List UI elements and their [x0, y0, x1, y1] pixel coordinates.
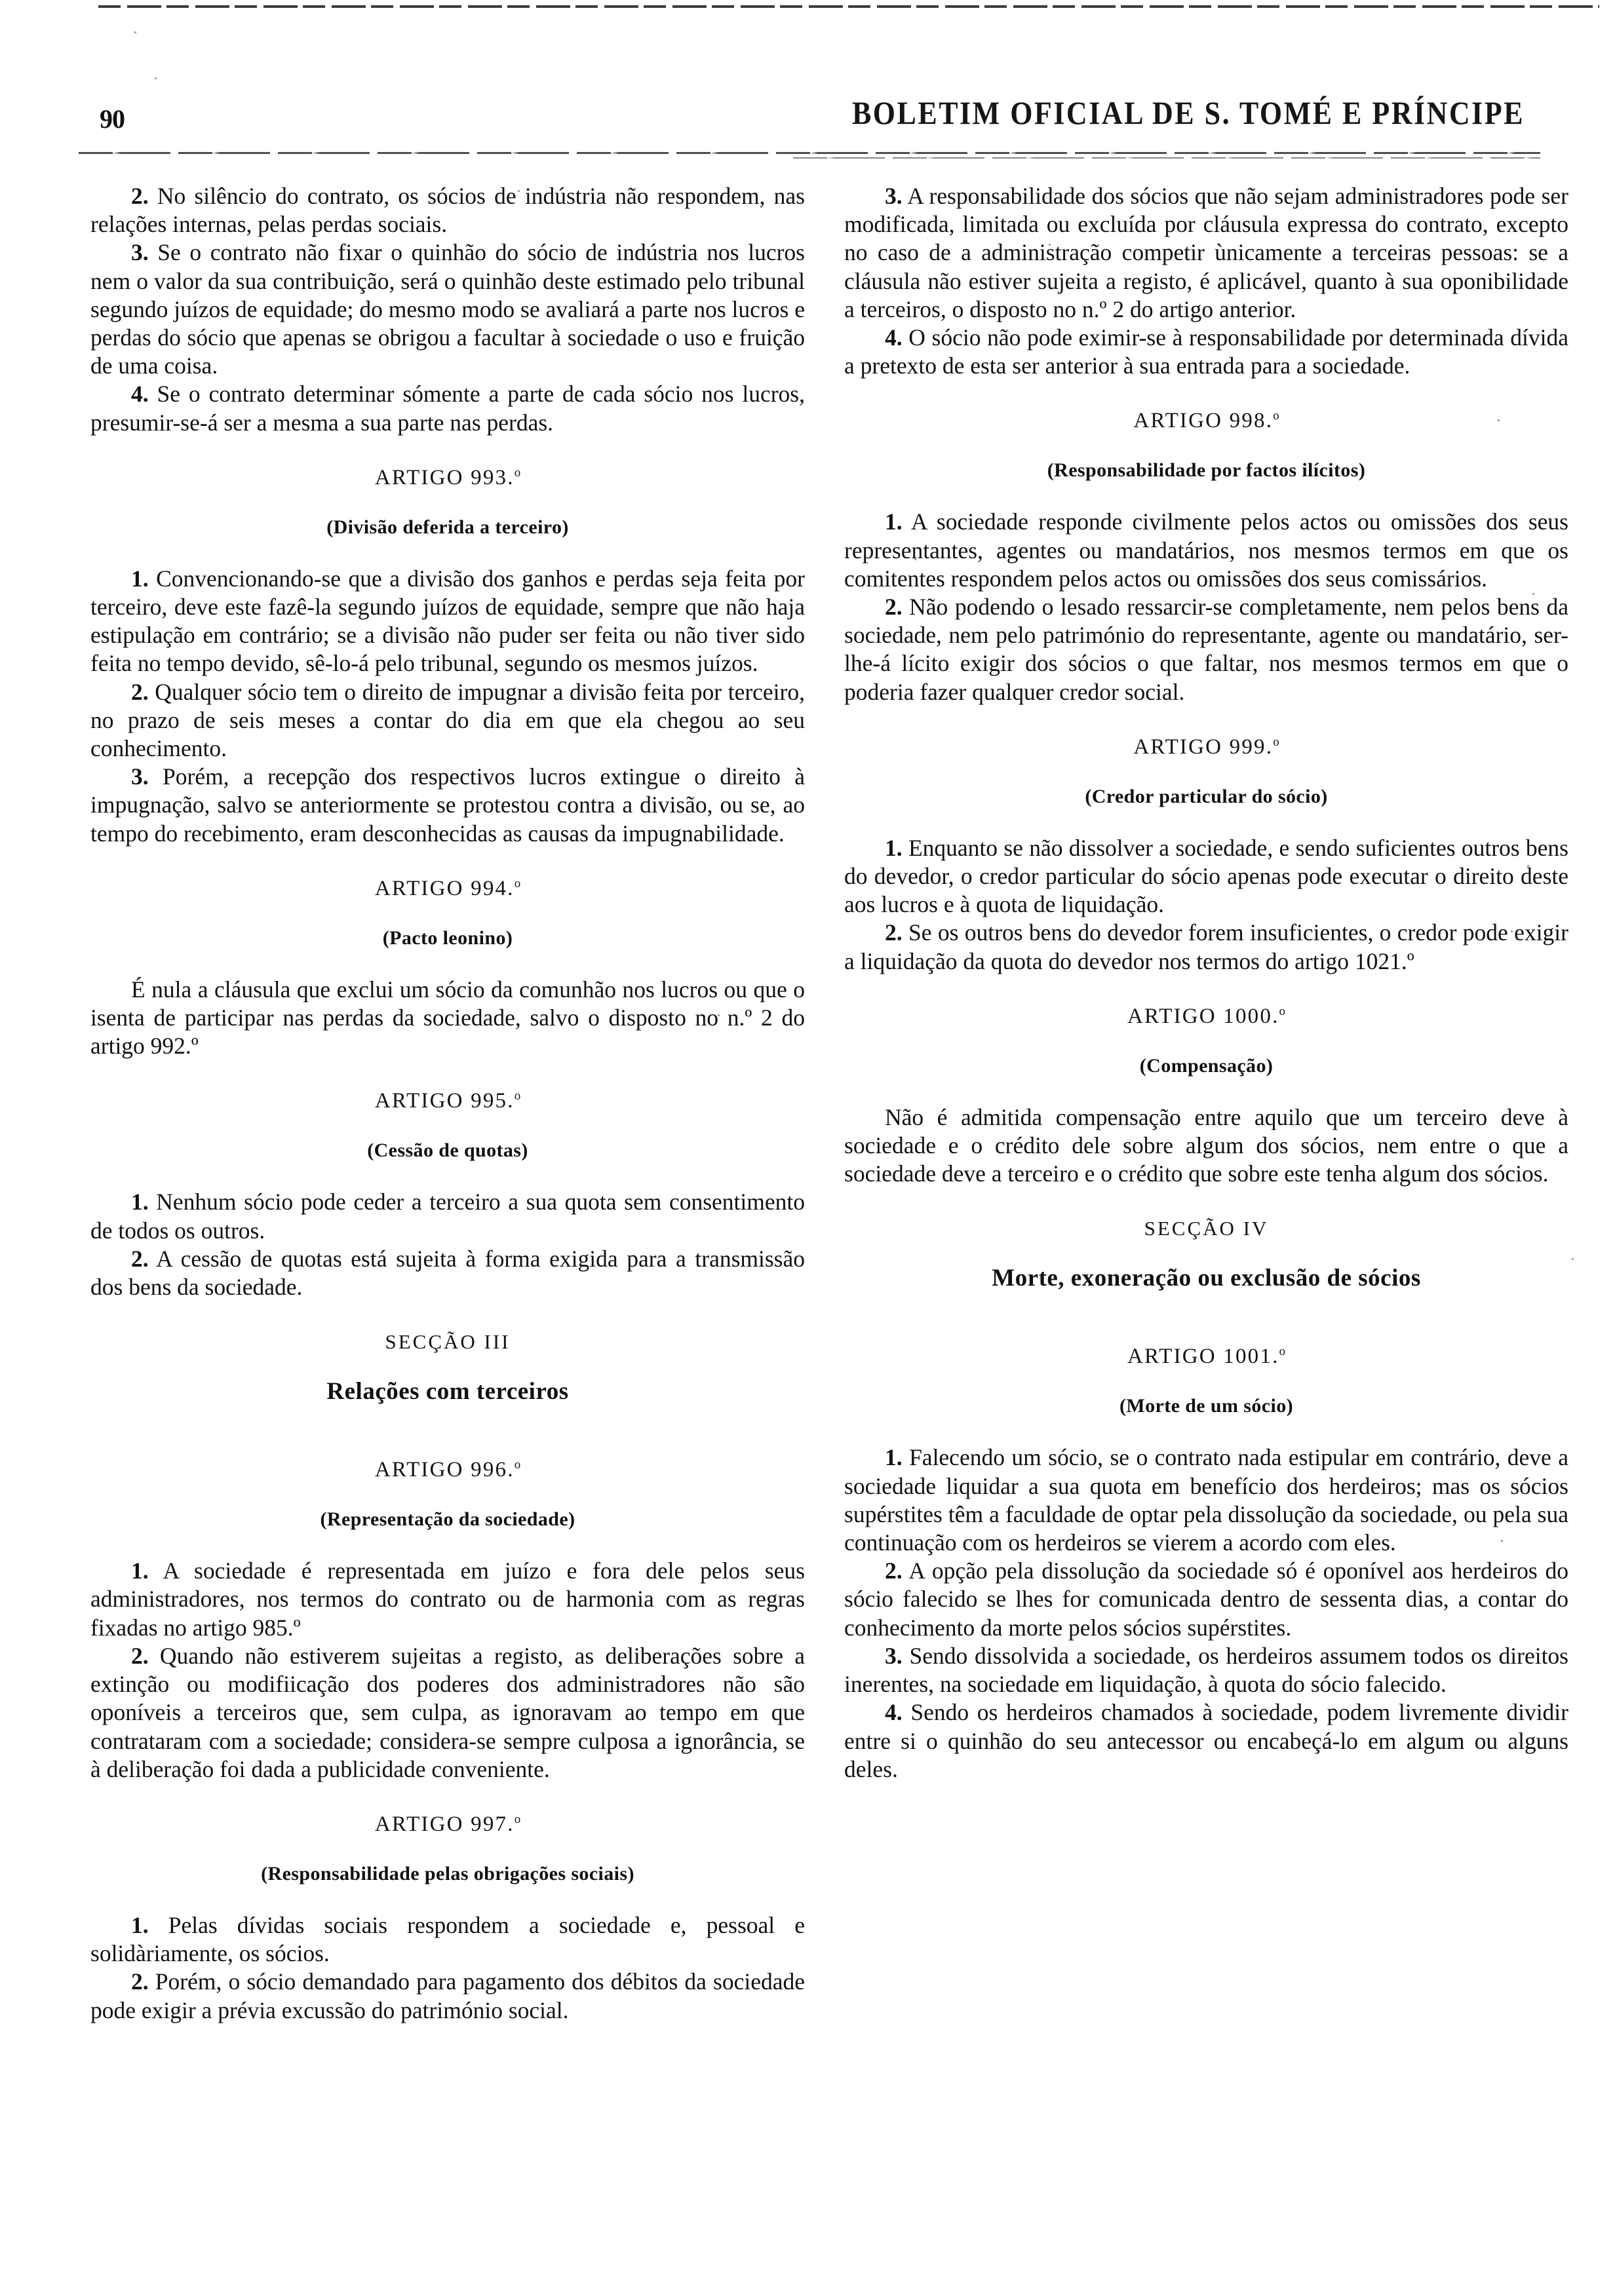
- body-paragraph: 2. Porém, o sócio demandado para pagamento dos débitos da sociedade pode exigir a prévia excussão do património social.: [90, 1968, 805, 2023]
- paragraph-number: 1.: [131, 565, 149, 592]
- article-space-after: [90, 490, 805, 516]
- body-paragraph: 4. Se o contrato determinar sómente a parte de cada sócio nos lucros, presumir-se-á ser a mesma a sua parte nas perdas.: [90, 381, 805, 436]
- body-paragraph: 2. Quando não estiverem sujeitas a registo, as deliberações sobre a extinção ou modifiicação dos poderes dos administradores não são oponíveis a terceiros que, sem culpa, as ignoravam ao tempo em que contrataram com a sociedade; considera-se sempre culposa a ignorância, se à deliberação foi dada a publicidade conveniente.: [90, 1642, 805, 1782]
- article-space-after: [844, 1029, 1568, 1055]
- ordinal-marker: o: [514, 1089, 521, 1103]
- paragraph-number: 1.: [131, 1558, 149, 1584]
- paragraph-number: 3.: [885, 1642, 903, 1669]
- body-paragraph: 1. Enquanto se não dissolver a sociedade, e sendo suficientes outros bens do devedor, o credor particular do sócio apenas pode executar o direito deste aos lucros e à quota de liquidação.: [844, 834, 1568, 918]
- section-title-space-after: [844, 1292, 1568, 1316]
- heading-space-before: [844, 1316, 1568, 1345]
- ordinal-marker: o: [514, 1458, 521, 1472]
- section-space-after: [844, 1240, 1568, 1264]
- article-rubric: (Divisão deferida a terceiro): [326, 516, 569, 538]
- body-paragraph: 3. Se o contrato não fixar o quinhão do sócio de indústria nos lucros nem o valor da sua contribuição, será o quinhão deste estimado pelo tribunal segundo juízos de equidade; do mesmo modo se avaliará a parte nos lucros e perdas do sócio que apenas se obrigou a facultar à sociedade o uso e fruição de uma coisa.: [90, 239, 805, 379]
- column-left: [90, 182, 805, 2025]
- ordinal-marker: o: [514, 1812, 521, 1826]
- body-columns: [0, 182, 1615, 2266]
- paragraph-number: 2.: [885, 1558, 903, 1584]
- heading-space-before: [844, 706, 1568, 735]
- article-rubric: (Compensação): [1139, 1054, 1274, 1077]
- heading-space-after: [844, 1417, 1568, 1444]
- paragraph-number: 1.: [885, 834, 903, 861]
- paragraph-number: 2.: [131, 1245, 149, 1272]
- article-heading: ARTIGO 999.$^o$: [1133, 735, 1279, 759]
- body-paragraph: 2. Não podendo o lesado ressarcir-se completamente, nem pelos bens da sociedade, nem pelo património do representante, agente ou mandatário, ser-lhe-á lícito exigir dos sócios o que faltar, nos mesmos termos em que o poderia fazer qualquer credor social.: [844, 594, 1568, 705]
- article-rubric: (Responsabilidade por factos ilícitos): [1047, 459, 1366, 482]
- header-divider-rule: [79, 152, 1540, 154]
- article-space-after: [90, 1113, 805, 1139]
- article-heading: ARTIGO 994.$^o$: [374, 876, 521, 900]
- article-space-after: [844, 433, 1568, 459]
- body-paragraph: 1. A sociedade é representada em juízo e fora dele pelos seus administradores, nos termos do contrato ou de harmonia com as regras fixadas no artigo 985.º: [90, 1558, 805, 1641]
- paragraph-number: 3.: [131, 763, 149, 790]
- article-heading: ARTIGO 995.$^o$: [374, 1089, 521, 1113]
- section-label: SECÇÃO IV: [1144, 1217, 1269, 1240]
- ordinal-marker: o: [514, 465, 521, 480]
- section-title: Morte, exoneração ou exclusão de sócios: [992, 1265, 1421, 1292]
- paragraph-number: 2.: [131, 1642, 149, 1669]
- paragraph-number: 4.: [885, 324, 903, 351]
- section-title: Relações com terceiros: [326, 1378, 569, 1406]
- body-paragraph: 1. Pelas dívidas sociais respondem a sociedade e, pessoal e solidàriamente, os sócios.: [90, 1911, 805, 1967]
- heading-space-before: [90, 437, 805, 466]
- article-rubric: (Pacto leonino): [382, 927, 513, 949]
- ordinal-marker: o: [1279, 1004, 1286, 1018]
- heading-space-before: [844, 976, 1568, 1004]
- heading-space-after: [90, 1162, 805, 1188]
- article-rubric: (Morte de um sócio): [1119, 1395, 1294, 1417]
- article-rubric: (Cessão de quotas): [367, 1139, 528, 1162]
- heading-space-after: [844, 482, 1568, 508]
- heading-space-after: [90, 949, 805, 976]
- header-divider-rule-secondary: [793, 157, 1540, 159]
- article-space-after: [90, 1837, 805, 1863]
- body-paragraph: 2. Se os outros bens do devedor forem insuficientes, o credor pode exigir a liquidação da quota do devedor nos termos do artigo 1021.º: [844, 919, 1568, 974]
- heading-space-before: [90, 1784, 805, 1812]
- paragraph-number: 3.: [885, 183, 903, 209]
- article-heading: ARTIGO 1001.$^o$: [1127, 1345, 1286, 1369]
- scan-edge-rule-top: [98, 5, 1599, 8]
- heading-space-after: [844, 1077, 1568, 1103]
- heading-space-after: [90, 539, 805, 565]
- heading-space-before: [90, 1429, 805, 1458]
- body-paragraph: 1. Nenhum sócio pode ceder a terceiro a sua quota sem consentimento de todos os outros.: [90, 1189, 805, 1244]
- body-paragraph: 2. No silêncio do contrato, os sócios de indústria não respondem, nas relações internas, pelas perdas sociais.: [90, 183, 805, 238]
- body-paragraph: 2. A opção pela dissolução da sociedade só é oponível aos herdeiros do sócio falecido se lhes for comunicada dentro de sessenta dias, a contar do conhecimento da morte pelos sócios supérstites.: [844, 1558, 1568, 1641]
- body-paragraph: É nula a cláusula que exclui um sócio da comunhão nos lucros ou que o isenta de participar nas perdas da sociedade, salvo o disposto no n.º 2 do artigo 992.º: [90, 976, 805, 1060]
- body-paragraph: 2. Qualquer sócio tem o direito de impugnar a divisão feita por terceiro, no prazo de seis meses a contar do dia em que ela chegou ao seu conhecimento.: [90, 678, 805, 762]
- ordinal-marker: o: [1273, 735, 1279, 749]
- article-heading: ARTIGO 996.$^o$: [374, 1458, 521, 1482]
- body-paragraph: 2. A cessão de quotas está sujeita à forma exigida para a transmissão dos bens da sociedade.: [90, 1245, 805, 1301]
- section-label: SECÇÃO III: [385, 1330, 511, 1354]
- body-paragraph: 1. Falecendo um sócio, se o contrato nada estipular em contrário, deve a sociedade liquidar a sua quota em benefício dos herdeiros; mas os sócios supérstites têm a faculdade de optar pela dissolução da sociedade, ou pela sua continuação com os herdeiros se vierem a acordo com eles.: [844, 1444, 1568, 1556]
- column-right: [844, 182, 1568, 1784]
- heading-space-after: [90, 1885, 805, 1911]
- body-paragraph: 3. Porém, a recepção dos respectivos lucros extingue o direito à impugnação, salvo se anteriormente se protestou contra a divisão, ou se, ao tempo do recebimento, eram desconhecidas as causas da impugnabilidade.: [90, 763, 805, 847]
- scan-speck: [134, 31, 136, 33]
- article-rubric: (Responsabilidade pelas obrigações sociais): [261, 1862, 634, 1885]
- heading-space-before: [844, 380, 1568, 409]
- paragraph-number: 2.: [131, 183, 149, 209]
- section-space-after: [90, 1354, 805, 1377]
- paragraph-number: 4.: [131, 381, 149, 408]
- article-rubric: (Representação da sociedade): [320, 1508, 575, 1531]
- article-rubric: (Credor particular do sócio): [1085, 785, 1328, 807]
- page-folio-number: 90: [100, 104, 125, 134]
- section-title-space-after: [90, 1406, 805, 1429]
- heading-space-before: [90, 1060, 805, 1089]
- running-head: [0, 92, 1615, 144]
- article-heading: ARTIGO 997.$^o$: [374, 1812, 521, 1836]
- paragraph-number: 2.: [131, 1968, 149, 1995]
- body-paragraph: 1. A sociedade responde civilmente pelos actos ou omissões dos seus representantes, agentes ou mandatários, nos mesmos termos em que os comitentes respondem pelos actos ou omissões dos seus comissários.: [844, 508, 1568, 592]
- paragraph-number: 4.: [885, 1699, 903, 1726]
- body-paragraph: 1. Convencionando-se que a divisão dos ganhos e perdas seja feita por terceiro, deve este fazê-la segundo juízos de equidade, sempre que não haja estipulação em contrário; se a divisão não puder ser feita ou não tiver sido feita no tempo devido, sê-lo-á pelo tribunal, segundo os mesmos juízos.: [90, 565, 805, 677]
- article-space-after: [844, 1369, 1568, 1395]
- article-space-after: [844, 759, 1568, 786]
- paragraph-number: 1.: [885, 1444, 903, 1471]
- body-paragraph: 4. Sendo os herdeiros chamados à sociedade, podem livremente dividir entre si o quinhão do seu antecessor ou encabeçá-lo em algum ou alguns deles.: [844, 1699, 1568, 1782]
- heading-space-after: [844, 808, 1568, 834]
- article-heading: ARTIGO 993.$^o$: [374, 465, 521, 489]
- article-space-after: [90, 901, 805, 927]
- body-paragraph: 4. O sócio não pode eximir-se à responsabilidade por determinada dívida a pretexto de esta ser anterior à sua entrada para a sociedade.: [844, 324, 1568, 379]
- body-paragraph: Não é admitida compensação entre aquilo que um terceiro deve à sociedade e o crédito dele sobre algum dos sócios, nem entre o que a sociedade deve a terceiro e o crédito que sobre este tenha algum dos sócios.: [844, 1103, 1568, 1187]
- article-heading: ARTIGO 1000.$^o$: [1127, 1004, 1286, 1028]
- paragraph-number: 3.: [131, 239, 149, 266]
- ordinal-marker: o: [514, 876, 521, 890]
- paragraph-number: 2.: [885, 919, 903, 946]
- article-space-after: [90, 1482, 805, 1508]
- heading-space-before: [90, 848, 805, 877]
- heading-space-before: [90, 1301, 805, 1330]
- heading-space-before: [844, 1188, 1568, 1217]
- body-paragraph: 3. Sendo dissolvida a sociedade, os herdeiros assumem todos os direitos inerentes, na sociedade em liquidação, à quota do sócio falecido.: [844, 1642, 1568, 1698]
- paragraph-number: 1.: [131, 1911, 149, 1938]
- paragraph-number: 1.: [131, 1189, 149, 1215]
- gazette-title: BOLETIM OFICIAL DE S. TOMÉ E PRÍNCIPE: [851, 95, 1525, 131]
- heading-space-after: [90, 1531, 805, 1557]
- scan-speck: [155, 77, 157, 79]
- paragraph-number: 1.: [885, 508, 903, 535]
- ordinal-marker: o: [1279, 1345, 1286, 1359]
- article-heading: ARTIGO 998.$^o$: [1133, 409, 1279, 433]
- ordinal-marker: o: [1273, 409, 1279, 423]
- paragraph-number: 2.: [885, 594, 903, 621]
- body-paragraph: 3. A responsabilidade dos sócios que não sejam administradores pode ser modificada, limitada ou excluída por cláusula expressa do contrato, excepto no caso de a administração competir ùnicamente a terceiras pessoas: se a cláusula não estiver sujeita a registo, é aplicável, quanto à sua oponibilidade a terceiros, o disposto no n.º 2 do artigo anterior.: [844, 183, 1568, 322]
- paragraph-number: 2.: [131, 678, 149, 705]
